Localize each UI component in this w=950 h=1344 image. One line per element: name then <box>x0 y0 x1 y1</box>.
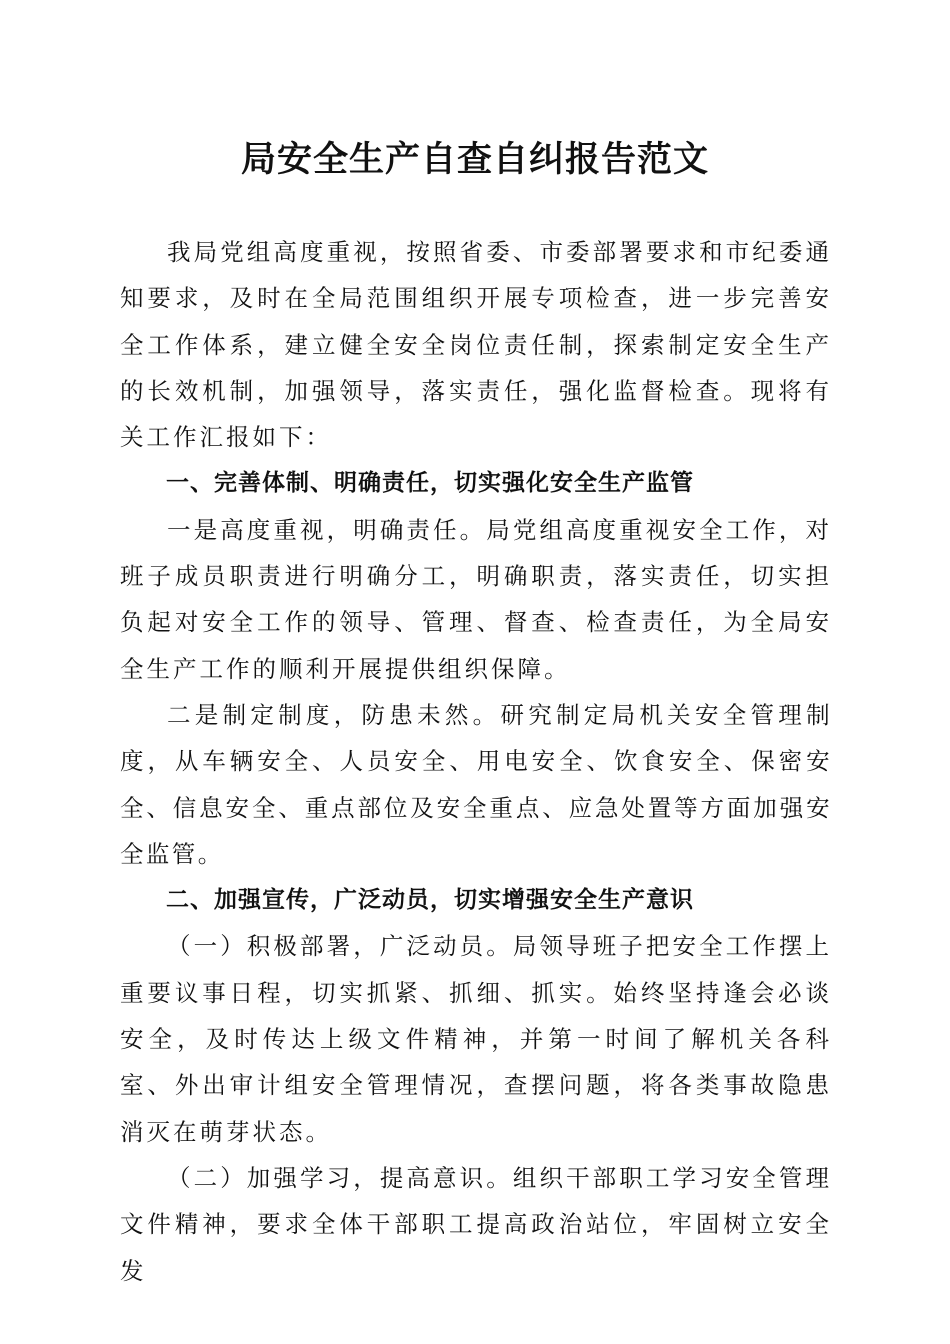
section-2-paragraph-1 <box>120 923 832 1154</box>
paragraph-lead: （一）积极部署，广泛动员。 <box>167 932 513 961</box>
paragraph-lead: 一是高度重视，明确责任。 <box>167 515 487 544</box>
document-title: 局安全生产自查自纠报告范文 <box>240 139 709 180</box>
section-1-paragraph-2 <box>120 692 832 877</box>
section-1-heading: 一、完善体制、明确责任，切实强化安全生产监管 <box>166 470 694 497</box>
section-2-paragraph-2 <box>120 1155 832 1294</box>
paragraph-lead: 二是制定制度，防患未然。 <box>167 700 501 729</box>
intro-paragraph: 我局党组高度重视，按照省委、市委部署要求和市纪委通知要求，及时在全局范围组织开展专项检查，进一步完善安全工作体系，建立健全安全岗位责任制，探索制定安全生产的长效机制，加强领导，落实责任，强化监督检查。现将有关工作汇报如下： <box>120 238 832 452</box>
paragraph-text: 局领导班子把安全工作摆上重要议事日程，切实抓紧、抓细、抓实。始终坚持逢会必谈安全，及时传达上级文件精神，并第一时间了解机关各科室、外出审计组安全管理情况，查摆问题，将各类事故隐患消灭在萌芽状态。 <box>120 932 833 1146</box>
section-1-paragraph-1 <box>120 507 832 692</box>
paragraph-text: 研究制定局机关安全管理制度，从车辆安全、人员安全、用电安全、饮食安全、保密安全、信息安全、重点部位及安全重点、应急处置等方面加强安全监管。 <box>120 700 832 868</box>
section-2-heading: 二、加强宣传，广泛动员，切实增强安全生产意识 <box>166 887 694 914</box>
paragraph-lead: （二）加强学习，提高意识。 <box>167 1163 513 1192</box>
paragraph-text: 局党组高度重视安全工作，对班子成员职责进行明确分工，明确职责，落实责任，切实担负起对安全工作的领导、管理、督查、检查责任，为全局安全生产工作的顺利开展提供组织保障。 <box>120 515 832 683</box>
paragraph-text: 组织干部职工学习安全管理文件精神，要求全体干部职工提高政治站位，牢固树立安全发 <box>120 1163 833 1285</box>
document-body <box>120 229 832 1294</box>
